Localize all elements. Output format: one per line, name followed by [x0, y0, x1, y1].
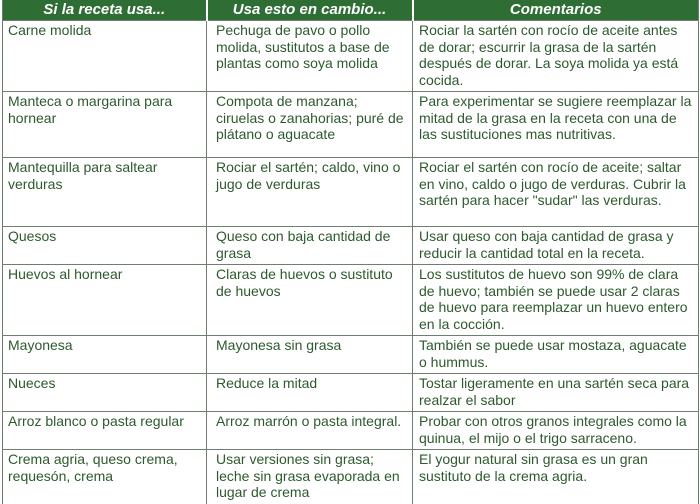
substitute-cell: Reduce la mitad: [207, 374, 413, 412]
recipe-cell: Manteca o margarina para hornear: [3, 92, 207, 158]
comments-cell: Rociar la sartén con rocío de aceite antes de dorar; escurrir la grasa de la sartén después de dorar. La soya molida ya está cocida.: [413, 21, 699, 92]
comments-cell: Probar con otros granos integrales como la quinua, el mijo o el trigo sarraceno.: [413, 412, 699, 450]
recipe-substitution-table: [2, 0, 699, 504]
recipe-cell: Nueces: [3, 374, 207, 412]
table-row: [3, 412, 699, 450]
table-row: [3, 21, 699, 92]
header-use-instead: Usa esto en cambio...: [207, 0, 413, 21]
substitute-cell: Mayonesa sin grasa: [207, 336, 413, 374]
recipe-cell: Arroz blanco o pasta regular: [3, 412, 207, 450]
substitute-cell: Pechuga de pavo o pollo molida, sustitutos a base de plantas como soya molida: [207, 21, 413, 92]
recipe-cell: Mantequilla para saltear verduras: [3, 158, 207, 227]
table-row: [3, 336, 699, 374]
table-row: [3, 92, 699, 158]
comments-cell: Rociar el sartén con rocío de aceite; saltar en vino, caldo o jugo de verduras. Cubrir la sartén para hacer "sudar" las verduras.: [413, 158, 699, 227]
table-row: [3, 265, 699, 336]
substitute-cell: Claras de huevos o sustituto de huevos: [207, 265, 413, 336]
recipe-cell: Quesos: [3, 227, 207, 265]
comments-cell: Usar queso con baja cantidad de grasa y reducir la cantidad total en la receta.: [413, 227, 699, 265]
header-row: [3, 0, 699, 21]
substitute-cell: Compota de manzana; ciruelas o zanahorias; puré de plátano o aguacate: [207, 92, 413, 158]
comments-cell: El yogur natural sin grasa es un gran sustituto de la crema agria.: [413, 450, 699, 504]
substitute-cell: Rociar el sartén; caldo, vino o jugo de verduras: [207, 158, 413, 227]
substitute-cell: Queso con baja cantidad de grasa: [207, 227, 413, 265]
comments-cell: También se puede usar mostaza, aguacate o hummus.: [413, 336, 699, 374]
substitute-cell: Arroz marrón o pasta integral.: [207, 412, 413, 450]
table-row: [3, 450, 699, 504]
recipe-cell: Huevos al hornear: [3, 265, 207, 336]
comments-cell: Tostar ligeramente en una sartén seca para realzar el sabor: [413, 374, 699, 412]
table-row: [3, 158, 699, 227]
comments-cell: Los sustitutos de huevo son 99% de clara de huevo; también se puede usar 2 claras de huevo para reemplazar un huevo entero en la cocción.: [413, 265, 699, 336]
header-comments: Comentarios: [413, 0, 699, 21]
comments-cell: Para experimentar se sugiere reemplazar la mitad de la grasa en la receta con una de las sustituciones mas nutritivas.: [413, 92, 699, 158]
table-row: [3, 374, 699, 412]
substitute-cell: Usar versiones sin grasa; leche sin grasa evaporada en lugar de crema: [207, 450, 413, 504]
recipe-cell: Crema agria, queso crema, requesón, crema: [3, 450, 207, 504]
header-recipe-uses: Si la receta usa...: [3, 0, 207, 21]
document-page: [2, 0, 698, 500]
recipe-cell: Carne molida: [3, 21, 207, 92]
table-row: [3, 227, 699, 265]
recipe-cell: Mayonesa: [3, 336, 207, 374]
